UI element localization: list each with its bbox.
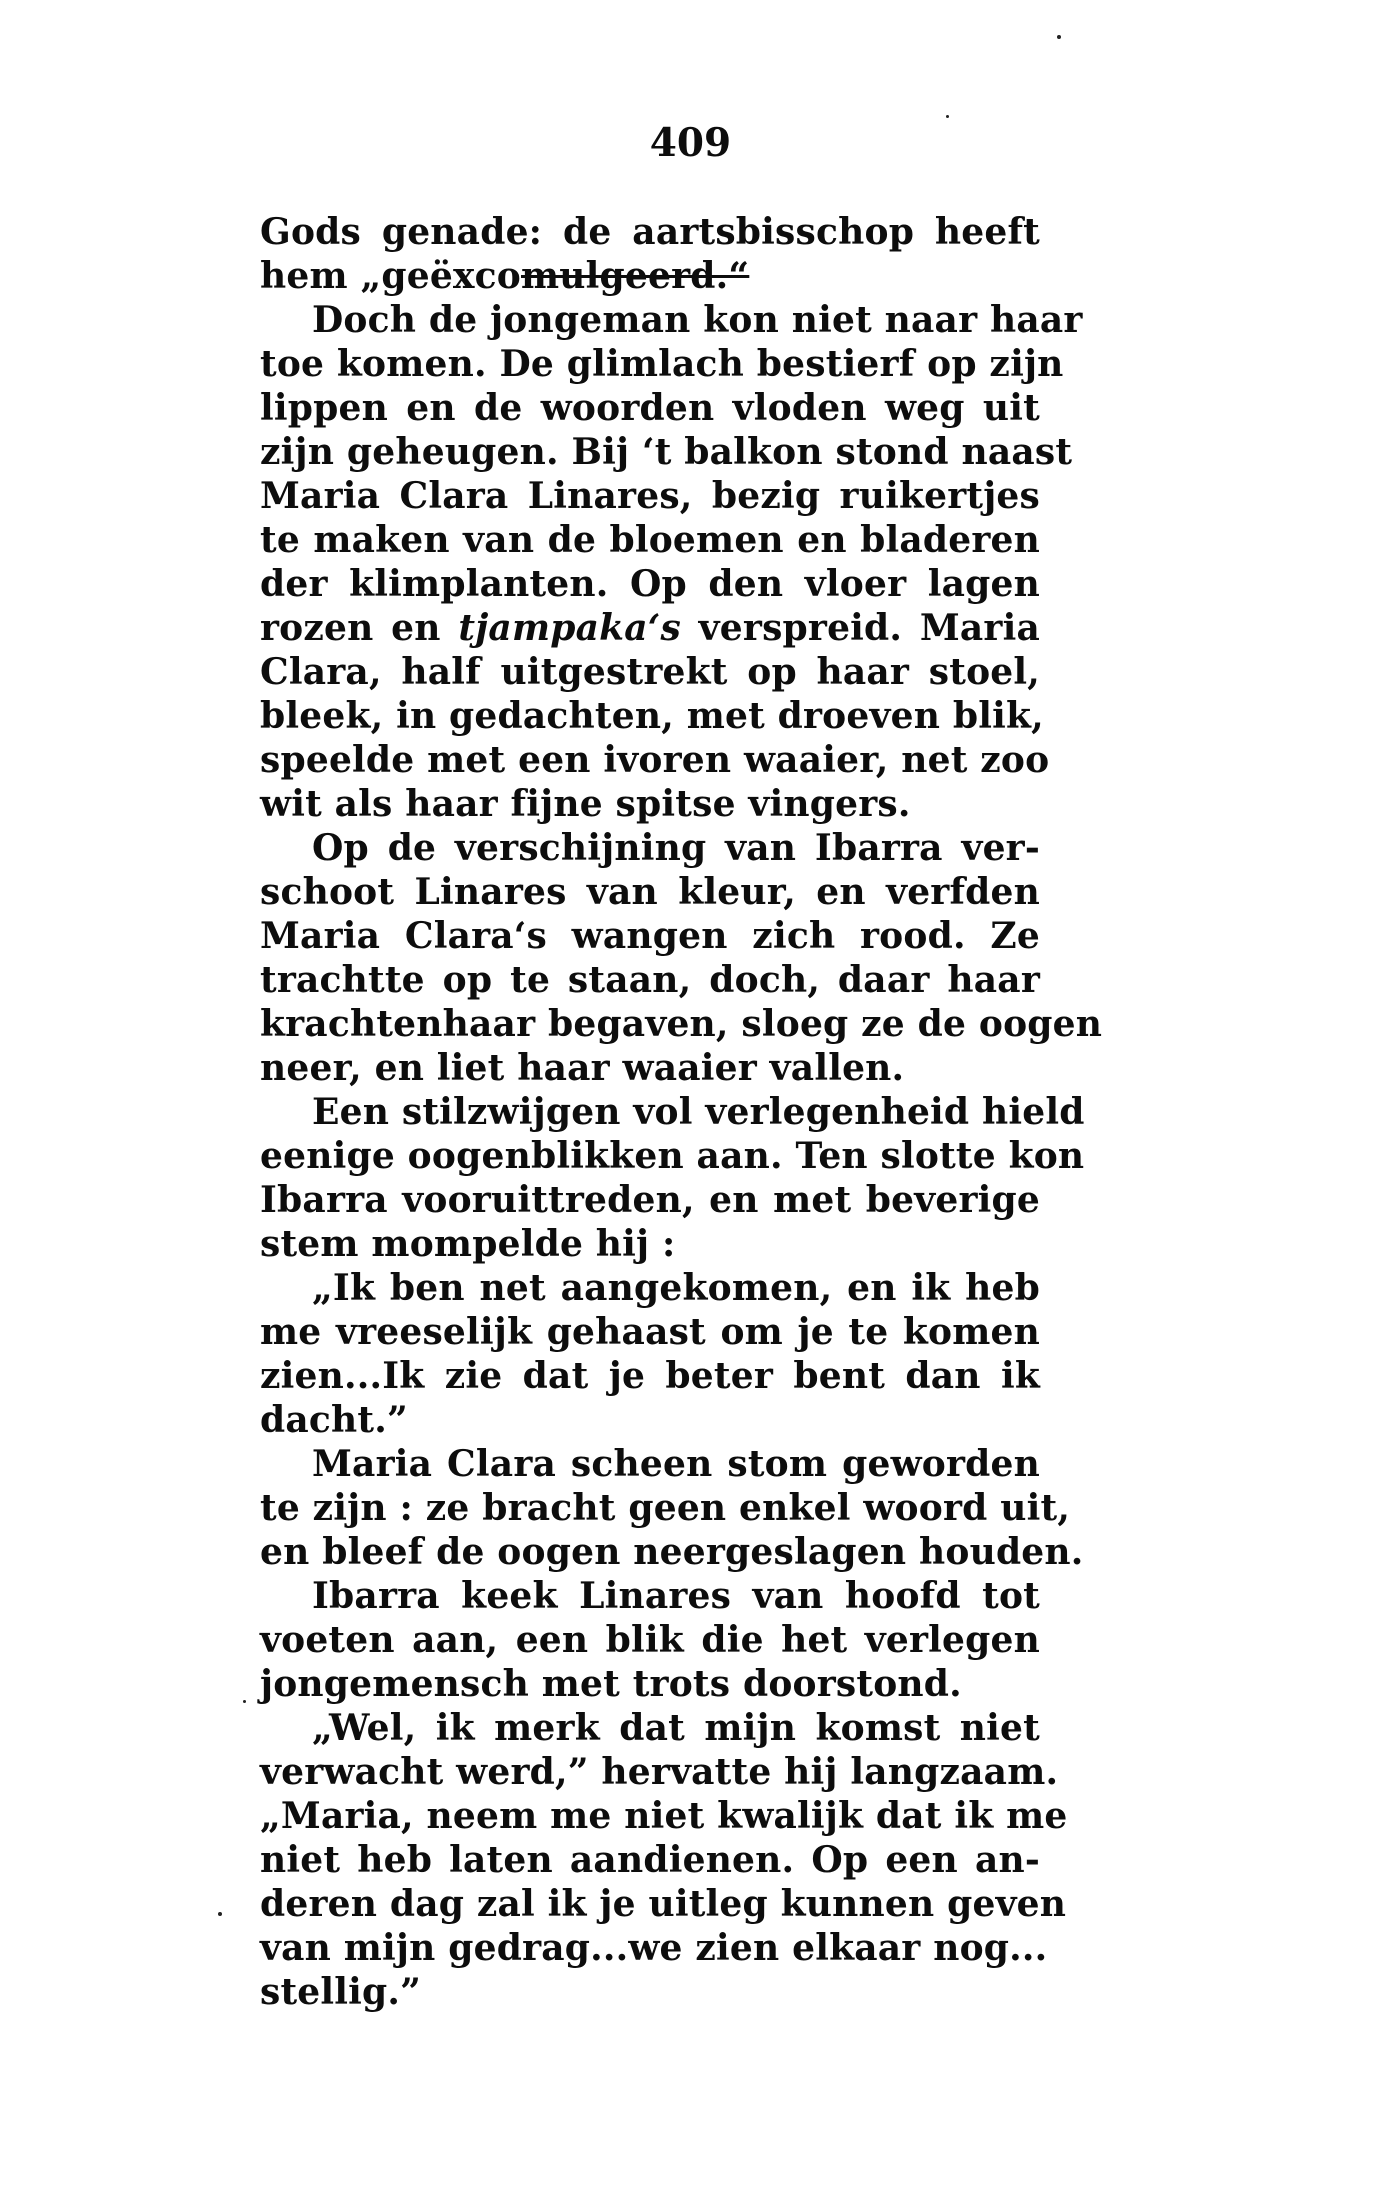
- text-segment: hem „geëxco: [260, 255, 521, 297]
- text-line: eenige oogenblikken aan. Ten slotte kon: [260, 1135, 1085, 1177]
- page-number: 409: [649, 120, 732, 166]
- text-line: Een stilzwijgen vol verlegenheid hield: [312, 1091, 1085, 1133]
- text-line: Clara, half uitgestrekt op haar stoel,: [260, 651, 1040, 693]
- print-speck: [218, 1912, 222, 1916]
- text-line: speelde met een ivoren waaier, net zoo: [260, 739, 1050, 781]
- text-line: Maria Clara Linares, bezig ruikertjes: [260, 475, 1040, 517]
- print-speck: [946, 115, 949, 118]
- text-line: dacht.”: [260, 1399, 408, 1441]
- text-line: „Maria, neem me niet kwalijk dat ik me: [260, 1795, 1068, 1837]
- text-line: en bleef de oogen neergeslagen houden.: [260, 1531, 1084, 1573]
- text-line: Maria Clara scheen stom geworden: [312, 1443, 1040, 1485]
- text-line: „Ik ben net aangekomen, en ik heb: [312, 1267, 1040, 1309]
- text-line: schoot Linares van kleur, en verfden: [260, 871, 1040, 913]
- text-line: niet heb laten aandienen. Op een an-: [260, 1839, 1040, 1881]
- text-line: stem mompelde hij :: [260, 1223, 676, 1265]
- text-line: zien...Ik zie dat je beter bent dan ik: [260, 1355, 1040, 1397]
- text-line: deren dag zal ik je uitleg kunnen geven: [260, 1883, 1067, 1925]
- text-line: Ibarra keek Linares van hoofd tot: [312, 1575, 1040, 1617]
- body-text: [260, 210, 1103, 2014]
- italic-word: tjampaka‘s: [458, 607, 681, 649]
- text-line: me vreeselijk gehaast om je te komen: [260, 1311, 1040, 1353]
- print-speck: [1057, 35, 1061, 39]
- text-line: Maria Clara‘s wangen zich rood. Ze: [260, 915, 1040, 957]
- text-line: krachtenhaar begaven, sloeg ze de oogen: [260, 1003, 1103, 1045]
- text-line: lippen en de woorden vloden weg uit: [260, 387, 1040, 429]
- text-line: wit als haar fijne spitse vingers.: [260, 783, 911, 825]
- text-line: te maken van de bloemen en bladeren: [260, 519, 1040, 561]
- text-line: Op de verschijning van Ibarra ver-: [312, 827, 1040, 869]
- struck-text: mulgeerd.“: [521, 255, 750, 297]
- text-line: voeten aan, een blik die het verlegen: [260, 1619, 1040, 1661]
- text-line: „Wel, ik merk dat mijn komst niet: [312, 1707, 1040, 1749]
- text-line: Ibarra vooruittreden, en met beverige: [260, 1179, 1040, 1221]
- text-line: toe komen. De glimlach bestierf op zijn: [260, 343, 1064, 385]
- text-line: te zijn : ze bracht geen enkel woord uit,: [260, 1487, 1071, 1529]
- text-line: der klimplanten. Op den vloer lagen: [260, 563, 1040, 605]
- print-speck: [243, 1700, 246, 1703]
- text-line: trachtte op te staan, doch, daar haar: [260, 959, 1040, 1001]
- text-line: bleek, in gedachten, met droeven blik,: [260, 695, 1044, 737]
- text-line: zijn geheugen. Bij ‘t balkon stond naast: [260, 431, 1073, 473]
- text-line: verwacht werd,” hervatte hij langzaam.: [260, 1751, 1059, 1793]
- text-line: [260, 254, 1040, 298]
- text-line: jongemensch met trots doorstond.: [260, 1663, 962, 1705]
- text-line: [260, 606, 1040, 650]
- text-segment: rozen en: [260, 607, 459, 649]
- text-line: neer, en liet haar waaier vallen.: [260, 1047, 905, 1089]
- text-line: Gods genade: de aartsbisschop heeft: [260, 211, 1040, 253]
- text-line: van mijn gedrag...we zien elkaar nog...: [260, 1927, 1048, 1969]
- text-line: stellig.”: [260, 1971, 422, 2013]
- text-segment: verspreid. Maria: [681, 607, 1040, 649]
- text-line: Doch de jongeman kon niet naar haar: [312, 299, 1083, 341]
